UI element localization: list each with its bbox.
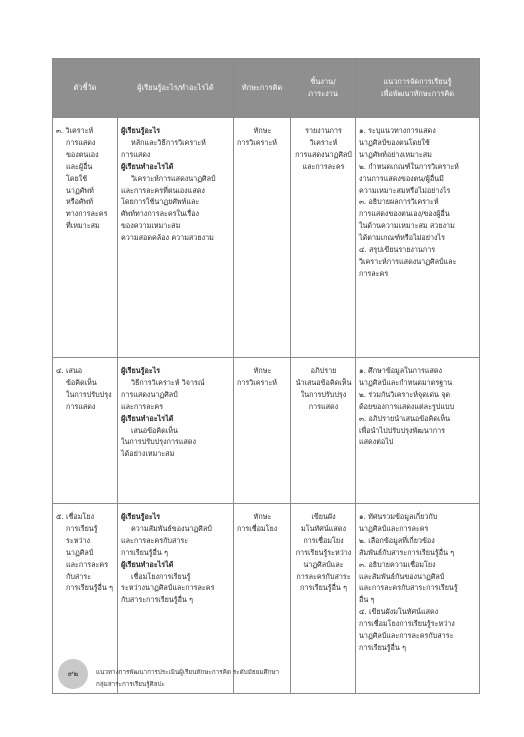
cell-line: วิเคราะห์การแสดงนาฏศิลป์ bbox=[131, 173, 216, 183]
cell-line: เชื่อมโยงการเรียนรู้ bbox=[131, 571, 191, 581]
cell-line: ของความเหมาะสม bbox=[121, 221, 181, 231]
cell-line: ๑. ศึกษาข้อมูลในการแสดง bbox=[359, 366, 443, 375]
cell-line: โดยใช้ bbox=[66, 173, 88, 183]
cell-line: ในการปรับปรุง bbox=[66, 389, 112, 399]
cell-line: ทักษะ bbox=[253, 366, 272, 375]
cell-line: ของตนเอง bbox=[66, 149, 99, 159]
cell-line: ความสัมพันธ์ของนาฏศิลป์ bbox=[131, 523, 212, 533]
table-body bbox=[53, 118, 480, 694]
cell-line: ๑. ทัศนรวมข้อมูลเกี่ยวกับ bbox=[359, 512, 438, 521]
cell-line: และการละคร bbox=[66, 559, 109, 569]
cell-line: ข้อคิดเห็น bbox=[66, 377, 97, 387]
cell-line: ได้อย่างเหมาะสม bbox=[121, 449, 175, 459]
cell-line: หลักและวิธีการวิเคราะห์ bbox=[131, 137, 206, 147]
header-text: เพื่อพัฒนาทักษะการคิด bbox=[380, 89, 455, 98]
cell-line: และผู้อื่น bbox=[66, 161, 93, 171]
cell-line: กับสาระการเรียนรู้อื่น ๆ bbox=[121, 595, 193, 605]
header-learning bbox=[118, 59, 234, 118]
header-learning-approach bbox=[356, 59, 480, 118]
cell-line: ๓. อภิปรายนำเสนอข้อคิดเห็น bbox=[359, 413, 451, 423]
table-cell bbox=[356, 504, 480, 694]
cell-line: นาฏศัพท์อย่างเหมาะสม bbox=[359, 149, 432, 159]
cell-line: ระหว่าง bbox=[66, 535, 91, 545]
learning-table bbox=[52, 58, 480, 694]
cell-line: นำเสนอข้อคิดเห็น bbox=[295, 377, 352, 387]
table-cell bbox=[118, 358, 234, 504]
cell-line: ผู้เรียนทำอะไรได้ bbox=[121, 413, 174, 423]
cell-line: ๒. ร่วมกันวิเคราะห์จุดเด่น จุด bbox=[359, 389, 451, 399]
table-row bbox=[53, 504, 480, 694]
cell-line: ในด้านความเหมาะสม สวยงาม bbox=[359, 221, 455, 231]
cell-line: เขียนผัง bbox=[311, 512, 336, 521]
cell-line: การเชื่อมโยง bbox=[237, 523, 278, 533]
table-cell bbox=[234, 504, 291, 694]
table-cell bbox=[118, 118, 234, 358]
cell-line: และการละครกับสาระการเรียนรู้ bbox=[359, 583, 458, 593]
cell-line: ผู้เรียนรู้อะไร bbox=[121, 366, 161, 375]
cell-line: ที่เหมาะสม bbox=[66, 221, 100, 231]
cell-line: ๔. สรุปเขียนรายงานการ bbox=[359, 245, 436, 255]
cell-line: และการละครกับสาระ bbox=[121, 535, 189, 545]
cell-line: ผู้เรียนทำอะไรได้ bbox=[121, 161, 174, 171]
cell-line: การวิเคราะห์ bbox=[237, 377, 278, 387]
cell-line: ระหว่างนาฏศิลป์และการละคร bbox=[121, 583, 215, 593]
cell-line: ๓. อธิบายความเชื่อมโยง bbox=[359, 559, 436, 569]
cell-line: การเชื่อมโยง bbox=[303, 535, 344, 545]
cell-line: รายงานการ bbox=[305, 126, 342, 135]
header-indicator bbox=[53, 59, 118, 118]
cell-line: ๓. อธิบายผลการวิเคราะห์ bbox=[359, 197, 439, 207]
cell-line: หรือศัพท์ bbox=[66, 197, 93, 207]
cell-line: การเรียนรู้ bbox=[66, 523, 98, 533]
cell-line: และการละคร bbox=[302, 161, 345, 171]
cell-line: นาฏศิลป์และการละคร bbox=[359, 523, 429, 533]
cell-line: ทักษะ bbox=[253, 512, 272, 521]
cell-line: ในการปรับปรุงการแสดง bbox=[121, 437, 197, 447]
cell-line: ได้ตามเกณฑ์หรือไม่อย่างไร bbox=[359, 233, 445, 243]
cell-line: ทักษะ bbox=[253, 126, 272, 135]
table-cell bbox=[291, 358, 356, 504]
cell-line: ผู้เรียนรู้อะไร bbox=[121, 512, 161, 521]
cell-line: การเรียนรู้อื่น ๆ bbox=[300, 583, 347, 593]
header-text: ผู้เรียนรู้อะไร/ทำอะไรได้ bbox=[137, 83, 214, 92]
cell-line: การแสดง bbox=[66, 137, 96, 147]
cell-line: การเรียนรู้อื่น ๆ bbox=[66, 583, 113, 593]
cell-line: อภิปราย bbox=[310, 366, 337, 375]
header-thinking-skill bbox=[234, 59, 291, 118]
table-row bbox=[53, 118, 480, 358]
cell-line: วิเคราะห์ bbox=[309, 137, 338, 147]
cell-line: นาฏศิลป์ของตนโดยใช้ bbox=[359, 137, 430, 147]
cell-line: ผู้เรียนรู้อะไร bbox=[121, 126, 161, 135]
table-cell bbox=[234, 358, 291, 504]
cell-line: การแสดงนาฏศิลป์ bbox=[295, 149, 352, 159]
table-cell bbox=[234, 118, 291, 358]
table-cell bbox=[118, 504, 234, 694]
cell-line: ๕. เชื่อมโยง bbox=[56, 512, 94, 521]
cell-line: การวิเคราะห์ bbox=[237, 137, 278, 147]
header-text: ตัวชี้วัด bbox=[73, 83, 97, 92]
cell-line: ๔. เสนอ bbox=[56, 366, 83, 375]
page-number: ๙๒ bbox=[67, 669, 79, 678]
cell-line: วิเคราะห์การแสดงนาฏศิลป์และ bbox=[359, 256, 457, 266]
cell-line: และสัมพันธ์กันของนาฏศิลป์ bbox=[359, 571, 445, 581]
cell-line: แสดงต่อไป bbox=[359, 437, 394, 447]
cell-line: งานการแสดงของตน/ผู้อื่นมี bbox=[359, 173, 444, 183]
footer bbox=[96, 667, 279, 691]
table-row bbox=[53, 358, 480, 504]
cell-line: การเรียนรู้อื่น ๆ bbox=[359, 642, 406, 652]
cell-line: การละครกับสาระ bbox=[296, 571, 351, 581]
cell-line: โดยการใช้นาฏยศัพท์และ bbox=[121, 197, 200, 207]
cell-line: ในการปรับปรุง bbox=[300, 389, 347, 399]
cell-line: และการละครที่ตนเองแสดง bbox=[121, 185, 205, 195]
table-cell bbox=[291, 504, 356, 694]
header-text: ทักษะการคิด bbox=[241, 83, 283, 92]
header-work-piece bbox=[291, 59, 356, 118]
cell-line: ๑. ระบุแนวทางการแสดง bbox=[359, 126, 436, 135]
cell-line: เสนอข้อคิดเห็น bbox=[131, 425, 178, 435]
cell-line: มโนทัศน์แสดง bbox=[301, 523, 346, 533]
cell-line: ๒. กำหนดเกณฑ์ในการวิเคราะห์ bbox=[359, 161, 459, 171]
cell-line: วิธีการวิเคราะห์ วิจารณ์ bbox=[131, 377, 205, 387]
cell-line: เพื่อนำไปปรับปรุงพัฒนาการ bbox=[359, 425, 445, 435]
cell-line: อื่น ๆ bbox=[359, 595, 375, 605]
cell-line: ทางการละคร bbox=[66, 209, 108, 219]
table-cell bbox=[291, 118, 356, 358]
page-number-badge bbox=[58, 659, 88, 689]
table-cell bbox=[53, 118, 118, 358]
header-text: แนวการจัดการเรียนรู้ bbox=[383, 77, 452, 86]
cell-line: กับสาระ bbox=[66, 571, 92, 581]
cell-line: ผู้เรียนทำอะไรได้ bbox=[121, 559, 174, 569]
cell-line: ความสอดคล้อง ความสวยงาม bbox=[121, 233, 214, 243]
cell-line: การเรียนรู้ระหว่าง bbox=[295, 547, 352, 557]
cell-line: และการละคร bbox=[121, 401, 164, 411]
cell-line: การเรียนรู้อื่น ๆ bbox=[121, 547, 168, 557]
cell-line: นาฏศิลป์และกำหนดมาตรฐาน bbox=[359, 377, 453, 387]
cell-line: ๒. เลือกข้อมูลที่เกี่ยวข้อง bbox=[359, 535, 435, 545]
cell-line: ความเหมาะสมหรือไม่อย่างไร bbox=[359, 185, 451, 195]
cell-line: นาฏศัพท์ bbox=[66, 185, 94, 195]
header-text: ภาระงาน bbox=[308, 89, 338, 98]
cell-line: ศัพท์ทางการละครในเรื่อง bbox=[121, 209, 200, 219]
cell-line: การเชื่อมโยงการเรียนรู้ระหว่าง bbox=[359, 619, 455, 629]
cell-line: ๔. เขียนผังมโนทัศน์แสดง bbox=[359, 607, 439, 617]
table-cell bbox=[356, 118, 480, 358]
cell-line: ๓. วิเคราะห์ bbox=[56, 126, 94, 135]
footer-subtitle: กลุ่มสาระการเรียนรู้ศิลปะ bbox=[96, 681, 165, 688]
cell-line: ด้อยของการแสดงแต่ละรูปแบบ bbox=[359, 401, 455, 411]
cell-line: การละคร bbox=[359, 268, 389, 278]
cell-line: นาฏศิลป์และ bbox=[303, 559, 344, 569]
cell-line: สัมพันธ์กับสาระการเรียนรู้อื่น ๆ bbox=[359, 547, 455, 557]
cell-line: การแสดงของตนเอง/ของผู้อื่น bbox=[359, 209, 450, 219]
cell-line: การแสดงนาฏศิลป์ bbox=[121, 389, 178, 399]
cell-line: การแสดง bbox=[121, 149, 151, 159]
table-cell bbox=[53, 358, 118, 504]
header-text: ชิ้นงาน/ bbox=[310, 77, 336, 86]
table-cell bbox=[356, 358, 480, 504]
cell-line: นาฏศิลป์ bbox=[66, 547, 94, 557]
footer-title: แนวทางการพัฒนาการประเมินผู้เรียนทักษะการคิด ระดับมัธยมศึกษา bbox=[96, 669, 280, 676]
cell-line: การแสดง bbox=[66, 401, 96, 411]
cell-line: การแสดง bbox=[308, 401, 339, 411]
cell-line: นาฏศิลป์และการละครกับสาระ bbox=[359, 631, 454, 641]
table-header-row bbox=[53, 59, 480, 118]
